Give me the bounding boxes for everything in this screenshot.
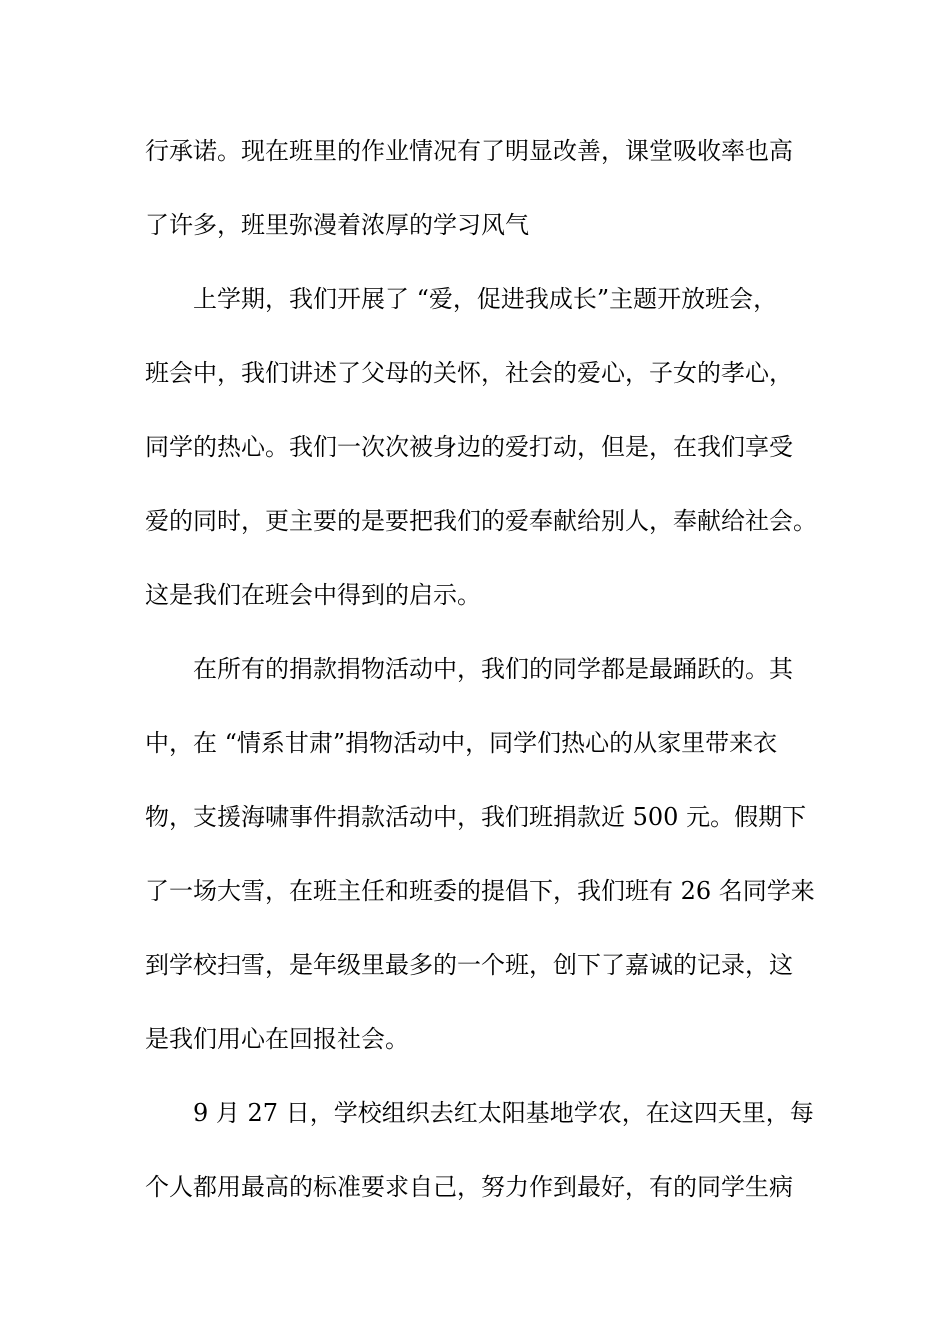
text-line: 这是我们在班会中得到的启示。	[145, 581, 481, 609]
paragraph-first-line: 上学期，我们开展了 “爱，促进我成长”主题开放班会，	[193, 285, 778, 313]
text-line: 行承诺。现在班里的作业情况有了明显改善，课堂吸收率也高	[145, 137, 793, 165]
text-line: 了一场大雪，在班主任和班委的提倡下，我们班有 26 名同学来	[145, 877, 815, 905]
document-body	[145, 128, 825, 1238]
text-line: 爱的同时，更主要的是要把我们的爱奉献给别人，奉献给社会。	[145, 507, 817, 535]
text-line: 中，在 “情系甘肃”捐物活动中，同学们热心的从家里带来衣	[145, 729, 778, 757]
text-line: 是我们用心在回报社会。	[145, 1025, 409, 1053]
text-line: 班会中，我们讲述了父母的关怀，社会的爱心，子女的孝心，	[145, 359, 793, 387]
paragraph-first-line: 在所有的捐款捐物活动中，我们的同学都是最踊跃的。其	[193, 655, 793, 683]
text-line: 到学校扫雪，是年级里最多的一个班，创下了嘉诚的记录，这	[145, 951, 793, 979]
text-line: 同学的热心。我们一次次被身边的爱打动，但是，在我们享受	[145, 433, 793, 461]
text-line: 物，支援海啸事件捐款活动中，我们班捐款近 500 元。假期下	[145, 803, 807, 831]
text-line: 个人都用最高的标准要求自己，努力作到最好，有的同学生病	[145, 1173, 793, 1201]
paragraph-first-line: 9 月 27 日，学校组织去红太阳基地学农，在这四天里，每	[193, 1099, 814, 1127]
text-line: 了许多，班里弥漫着浓厚的学习风气	[145, 211, 529, 239]
